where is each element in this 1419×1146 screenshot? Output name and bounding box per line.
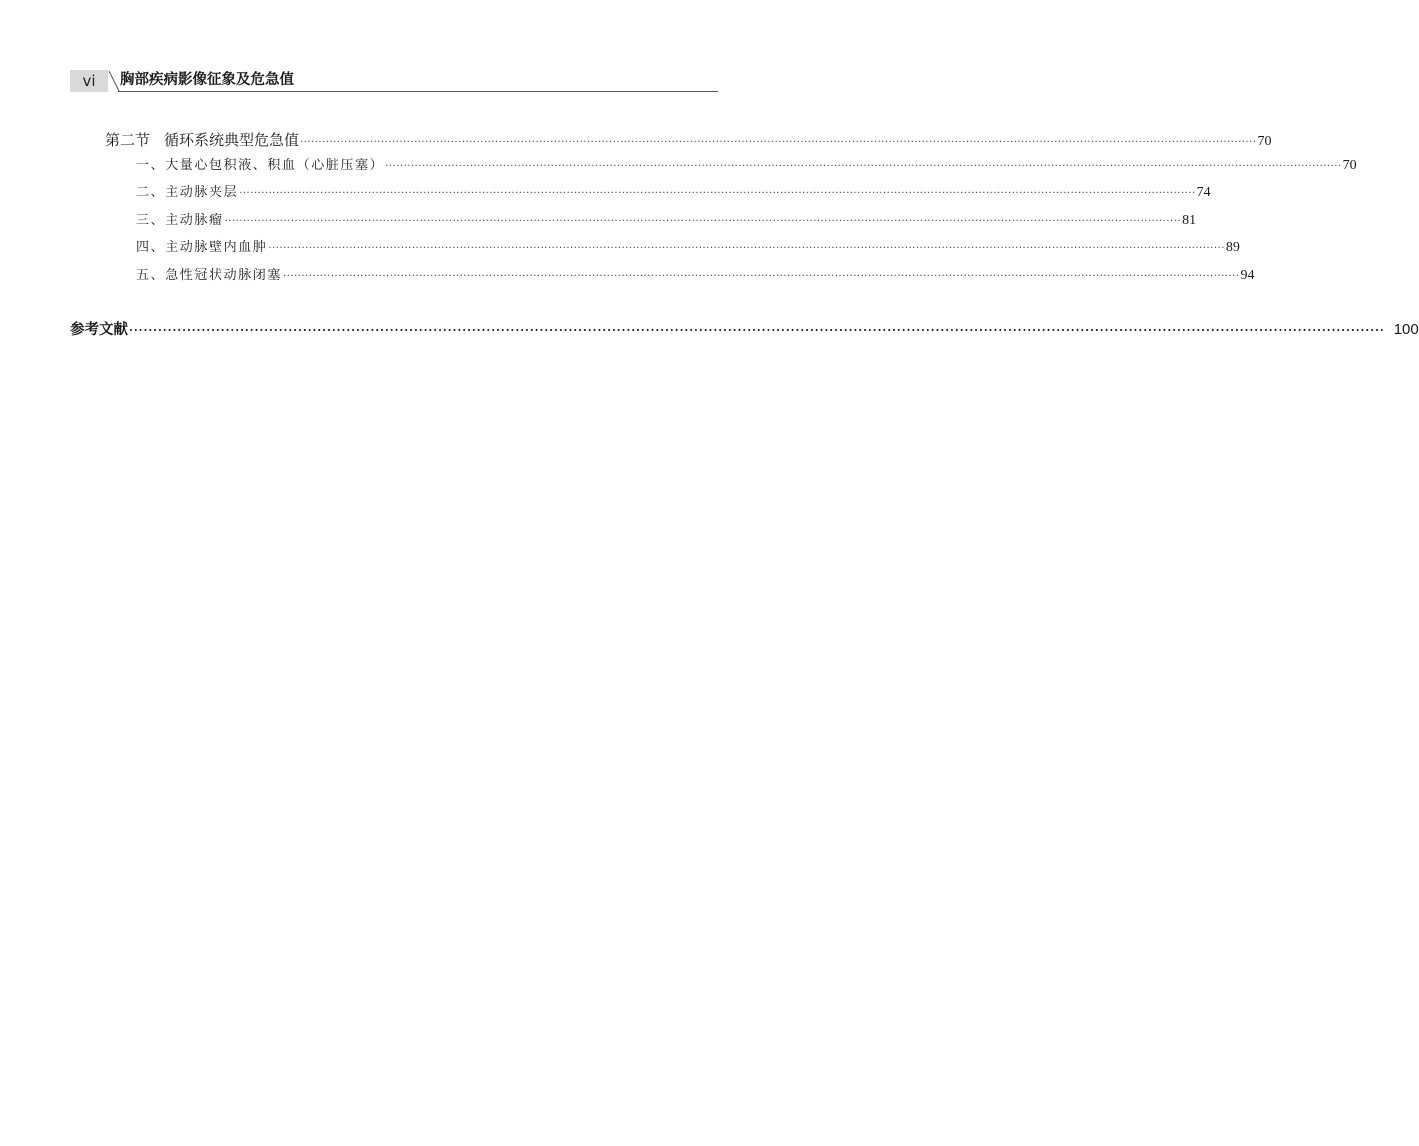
toc-item-label: 五、急性冠状动脉闭塞 <box>136 268 283 283</box>
running-title: 胸部疾病影像征象及危急值 <box>120 72 294 88</box>
toc-item-label: 一、大量心包积液、积血（心脏压塞） <box>136 158 385 173</box>
toc-item-label: 四、主动脉壁内血肿 <box>136 240 268 255</box>
toc-item[interactable] <box>136 265 1255 287</box>
section-number: 第二节 <box>105 131 151 149</box>
dot-leader: ···································································································································································································································································· <box>300 137 1257 148</box>
page-ref: 74 <box>1196 185 1211 200</box>
page-ref: 89 <box>1225 240 1240 255</box>
toc-item-label: 三、主动脉瘤 <box>136 213 224 228</box>
references-label: 参考文献 <box>70 322 128 338</box>
dot-leader: ···································································································································································································································································· <box>268 243 1225 254</box>
toc-item[interactable] <box>136 182 1211 204</box>
header-rule <box>118 91 718 92</box>
toc-references-entry[interactable] <box>70 318 1419 342</box>
toc-item-label: 二、主动脉夹层 <box>136 185 239 200</box>
toc-item[interactable] <box>136 210 1197 232</box>
page-number: vi <box>70 70 108 92</box>
section-title: 循环系统典型危急值 <box>164 131 300 149</box>
dot-leader: ···································································································································································································································································· <box>224 216 1182 227</box>
dot-leader: ···································································································································································································································································· <box>283 271 1240 282</box>
toc-item[interactable] <box>136 155 1357 177</box>
dot-leader: ···································································································································································································································································· <box>385 161 1342 172</box>
page-ref: 81 <box>1182 213 1197 228</box>
dot-leader: ···································································································································································································································································· <box>239 188 1196 199</box>
page-ref: 94 <box>1240 268 1255 283</box>
page-ref: 70 <box>1342 158 1357 173</box>
page-ref: 70 <box>1257 134 1272 149</box>
toc-section-entry[interactable] <box>105 129 1272 151</box>
running-header <box>70 70 718 92</box>
page-ref: 100 <box>1393 321 1419 338</box>
dot-leader: ···································································································································································································································································· <box>129 324 1385 337</box>
header-divider <box>108 70 120 92</box>
toc-item[interactable] <box>136 237 1240 259</box>
